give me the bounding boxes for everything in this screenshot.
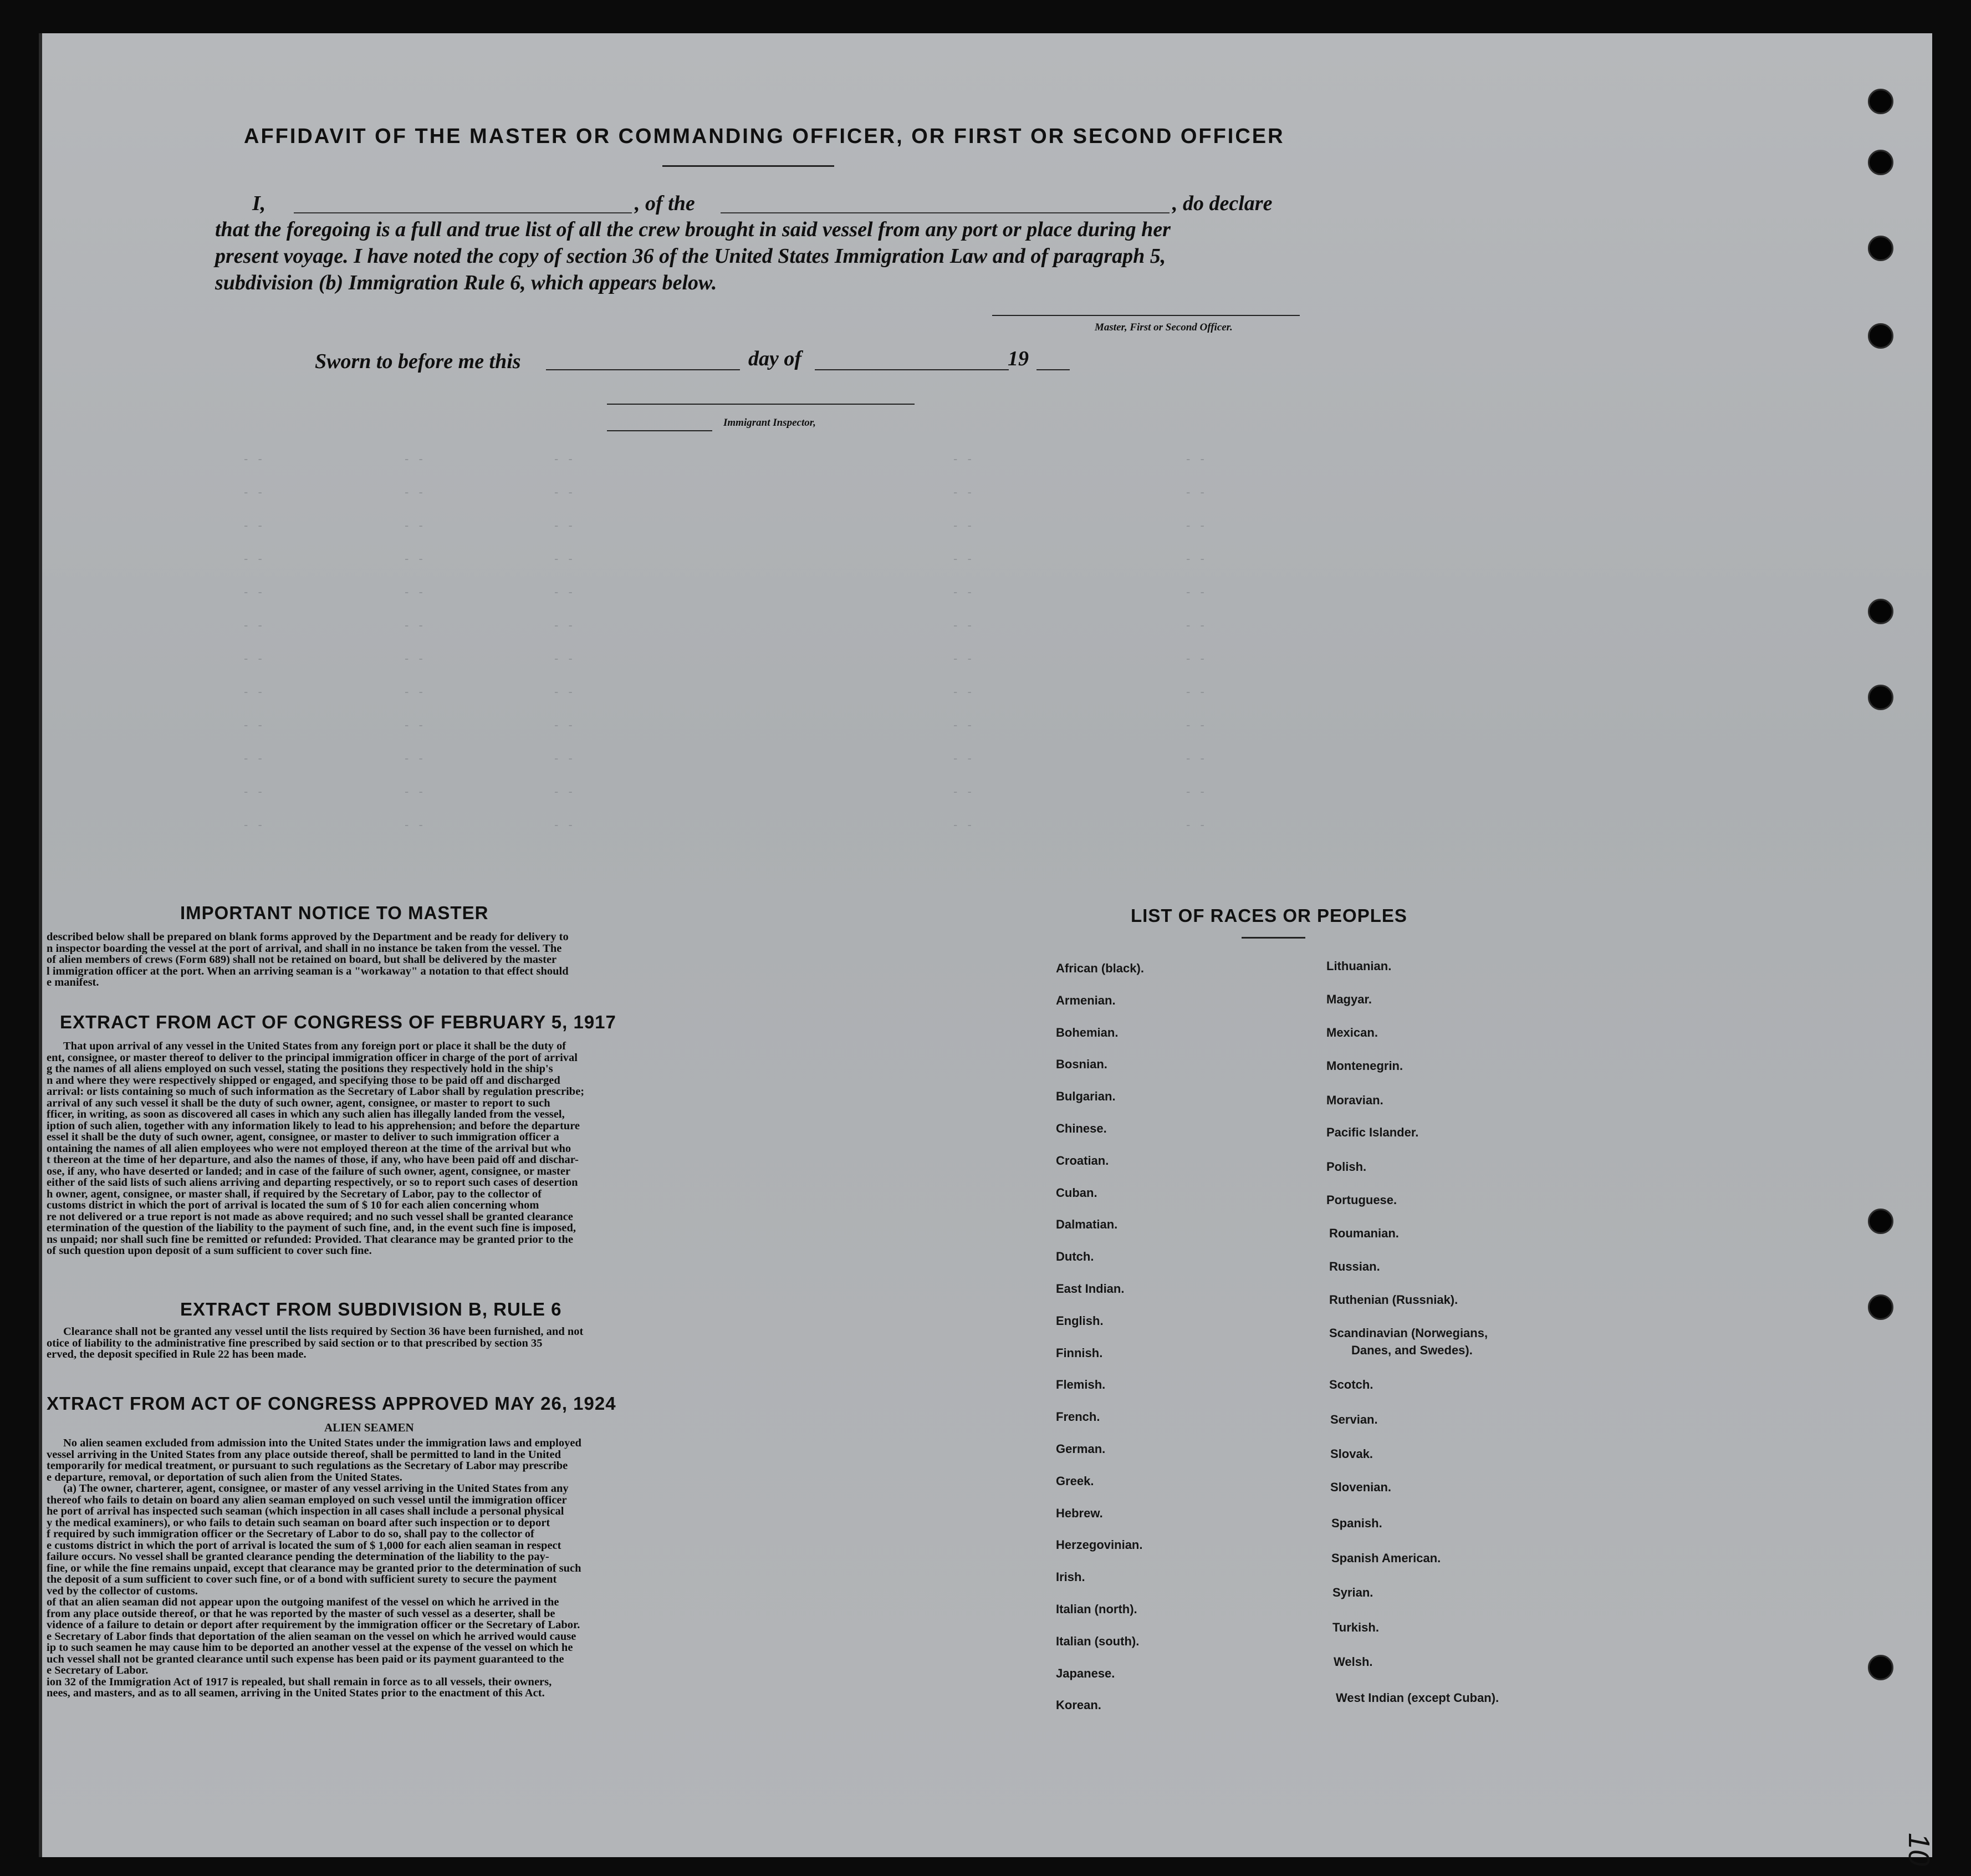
bleed-through-mark: - - xyxy=(554,552,576,565)
extract-1917-line: That upon arrival of any vessel in the United States from any foreign port or place it shall be the duty of xyxy=(63,1041,566,1052)
extract-1917-line: arrival of any such vessel it shall be the duty of such owner, agent, consignee, or master to report to such xyxy=(47,1097,550,1109)
extract-1924-line: vidence of a failure to detain or deport after requirement by the immigration officer or the Secretary of Labor. xyxy=(47,1619,580,1631)
extract-1917-line: h owner, agent, consignee, or master shall, if required by the Secretary of Labor, pay to the collector of xyxy=(47,1188,542,1200)
extract-1924-line: vessel arriving in the United States from any place outside thereof, shall be permitted to land in the United xyxy=(47,1449,561,1460)
race-item: Dutch. xyxy=(1056,1250,1094,1264)
race-item: Bulgarian. xyxy=(1056,1089,1116,1104)
bleed-through-mark: - - xyxy=(1186,818,1208,832)
race-item: Italian (south). xyxy=(1056,1634,1140,1648)
bleed-through-mark: - - xyxy=(554,485,576,499)
bleed-through-mark: - - xyxy=(953,618,975,632)
extract-1924-line: ip to such seamen he may cause him to be deported an another vessel at the expense of the vessel on which he xyxy=(47,1642,573,1654)
extract-1924-line: he port of arrival has inspected such seaman (which inspection in all cases shall include a personal physical xyxy=(47,1506,564,1517)
bleed-through-mark: - - xyxy=(1186,751,1208,765)
affidavit-i: I, xyxy=(252,192,266,215)
extract-1924-line: fine, or while the fine remains unpaid, except that clearance may be granted prior to the determination of such xyxy=(47,1562,581,1574)
bleed-through-mark: - - xyxy=(554,751,576,765)
page-number: 10 xyxy=(1902,1832,1936,1867)
inspector-signature-line xyxy=(607,404,915,405)
notice-line: described below shall be prepared on blank forms approved by the Department and be ready for delivery to xyxy=(47,931,569,943)
race-item: Greek. xyxy=(1056,1474,1094,1488)
extract-1924-line: failure occurs. No vessel shall be granted clearance pending the determination of the liability to the pay- xyxy=(47,1551,549,1563)
race-item: Japanese. xyxy=(1056,1666,1115,1680)
extract-1924-line: No alien seamen excluded from admission into the United States under the immigration laws and employed xyxy=(63,1437,581,1449)
bleed-through-mark: - - xyxy=(953,818,975,832)
binder-hole-icon xyxy=(1868,1294,1893,1320)
extract-rule6-line: erved, the deposit specified in Rule 22 has been made. xyxy=(47,1349,307,1360)
race-item: Moravian. xyxy=(1326,1093,1383,1107)
day-of-text: day of xyxy=(748,347,802,370)
bleed-through-mark: - - xyxy=(244,452,265,466)
race-item: Cuban. xyxy=(1056,1185,1097,1200)
bleed-through-mark: - - xyxy=(953,585,975,599)
extract-1917-line: ns unpaid; nor shall such fine be remitted or refunded: Provided. That clearance may be granted prior to the xyxy=(47,1233,574,1245)
race-item: Bohemian. xyxy=(1056,1025,1119,1039)
binder-hole-icon xyxy=(1868,599,1893,624)
race-item: German. xyxy=(1056,1442,1106,1456)
race-item: French. xyxy=(1056,1410,1100,1424)
bleed-through-mark: - - xyxy=(953,518,975,532)
race-item: Hebrew. xyxy=(1056,1506,1103,1520)
bleed-through-mark: - - xyxy=(244,552,265,565)
bleed-through-mark: - - xyxy=(405,718,426,732)
race-item: Syrian. xyxy=(1332,1586,1373,1599)
bleed-through-mark: - - xyxy=(405,818,426,832)
race-item: Finnish. xyxy=(1056,1345,1103,1360)
race-item: East Indian. xyxy=(1056,1282,1125,1296)
bleed-through-mark: - - xyxy=(1186,452,1208,466)
notice-line: l immigration officer at the port. When an arriving seaman is a "workaway" a notation to that effect should xyxy=(47,965,569,977)
binder-hole-icon xyxy=(1868,323,1893,349)
bleed-through-mark: - - xyxy=(1186,552,1208,565)
year-prefix: 19 xyxy=(1008,347,1029,370)
bleed-through-mark: - - xyxy=(953,751,975,765)
extract-1924-line: ved by the collector of customs. xyxy=(47,1585,198,1597)
race-item: Italian (north). xyxy=(1056,1602,1137,1616)
race-item: Korean. xyxy=(1056,1698,1101,1712)
race-item: Flemish. xyxy=(1056,1378,1106,1392)
race-item: Irish. xyxy=(1056,1570,1085,1584)
extract-rule6-title: EXTRACT FROM SUBDIVISION B, RULE 6 xyxy=(180,1299,562,1319)
race-item: Polish. xyxy=(1326,1160,1367,1174)
affidavit-name-blank xyxy=(294,212,632,213)
bleed-through-mark: - - xyxy=(953,485,975,499)
bleed-through-mark: - - xyxy=(554,452,576,466)
extract-1917-line: of such question upon deposit of a sum sufficient to cover such fine. xyxy=(47,1245,372,1257)
bleed-through-mark: - - xyxy=(244,585,265,599)
bleed-through-mark: - - xyxy=(953,452,975,466)
affidavit-title-underline xyxy=(662,165,834,167)
bleed-through-mark: - - xyxy=(554,518,576,532)
extract-1917-line: fficer, in writing, as soon as discovered all cases in which any such alien has illegally landed from the vessel, xyxy=(47,1109,565,1120)
extract-1924-line: of that an alien seaman did not appear upon the outgoing manifest of the vessel on which he arrived in the xyxy=(47,1597,559,1608)
binder-hole-icon xyxy=(1868,1209,1893,1234)
extract-1924-line: e departure, removal, or deportation of such alien from the United States. xyxy=(47,1471,402,1483)
affidavit-of-the: , of the xyxy=(635,192,695,215)
extract-1917-line: iption of such alien, together with any information likely to lead to his apprehension; and before the departure xyxy=(47,1120,580,1131)
bleed-through-mark: - - xyxy=(554,784,576,798)
bleed-through-mark: - - xyxy=(405,552,426,565)
bleed-through-mark: - - xyxy=(405,784,426,798)
affidavit-title: AFFIDAVIT OF THE MASTER OR COMMANDING OFFICER, OR FIRST OR SECOND OFFICER xyxy=(244,125,1285,148)
affidavit-line-4: subdivision (b) Immigration Rule 6, which appears below. xyxy=(215,271,717,294)
race-item: Portuguese. xyxy=(1326,1193,1397,1207)
notice-title: IMPORTANT NOTICE TO MASTER xyxy=(180,903,489,923)
notice-line: of alien members of crews (Form 689) shall not be retained on board, but shall be delivered by the master xyxy=(47,954,557,966)
race-item: Montenegrin. xyxy=(1326,1059,1403,1073)
extract-1917-line: re not delivered or a true report is not made as above required; and no such vessel shall be granted clearance xyxy=(47,1211,573,1222)
bleed-through-mark: - - xyxy=(953,718,975,732)
extract-rule6-body xyxy=(47,1326,789,1360)
bleed-through-mark: - - xyxy=(405,585,426,599)
races-title: LIST OF RACES OR PEOPLES xyxy=(1131,905,1407,926)
bleed-through-mark: - - xyxy=(405,485,426,499)
bleed-through-mark: - - xyxy=(244,784,265,798)
bleed-through-mark: - - xyxy=(244,485,265,499)
month-blank xyxy=(815,369,1009,370)
signature-line xyxy=(992,315,1300,316)
race-item: Pacific Islander. xyxy=(1326,1125,1419,1139)
notice-line: n inspector boarding the vessel at the port of arrival, and shall in no instance be taken from the vessel. The xyxy=(47,942,562,954)
bleed-through-mark: - - xyxy=(405,452,426,466)
extract-1917-line: n and where they were respectively shipped or engaged, and specifying those to be paid off and discharged xyxy=(47,1074,560,1086)
extract-1924-line: nees, and masters, and as to all seamen, arriving in the United States prior to the enactment of this Act. xyxy=(47,1688,545,1699)
race-item: Magyar. xyxy=(1326,992,1372,1006)
bleed-through-mark: - - xyxy=(1186,585,1208,599)
extract-1917-line: ontaining the names of all alien employees who were not employed thereon at the time of the arrival but who xyxy=(47,1143,571,1154)
bleed-through-mark: - - xyxy=(1186,685,1208,699)
bleed-through-mark: - - xyxy=(554,718,576,732)
bleed-through-mark: - - xyxy=(953,651,975,665)
bleed-through-mark: - - xyxy=(1186,651,1208,665)
inspector-caption: Immigrant Inspector, xyxy=(723,417,816,429)
extract-1924-subtitle: ALIEN SEAMEN xyxy=(324,1421,414,1434)
race-item: Ruthenian (Russniak). xyxy=(1329,1293,1458,1307)
bleed-through-mark: - - xyxy=(405,751,426,765)
bleed-through-mark: - - xyxy=(405,685,426,699)
extract-1917-title: EXTRACT FROM ACT OF CONGRESS OF FEBRUARY 5, 1917 xyxy=(60,1012,616,1032)
bleed-through-mark: - - xyxy=(1186,784,1208,798)
extract-1917-line: ent, consignee, or master thereof to deliver to the principal immigration officer in charge of the port of arrival xyxy=(47,1052,578,1063)
notice-body xyxy=(47,931,789,988)
extract-1924-line: the deposit of a sum sufficient to cover such fine, or of a bond with sufficient surety to secure the payment xyxy=(47,1574,557,1586)
race-item: Roumanian. xyxy=(1329,1226,1399,1240)
race-item: Slovenian. xyxy=(1330,1480,1392,1494)
bleed-through-mark: - - xyxy=(244,651,265,665)
race-item: Spanish. xyxy=(1331,1516,1382,1530)
affidavit-line-1 xyxy=(252,191,1289,216)
affidavit-line-3: present voyage. I have noted the copy of section 36 of the United States Immigration Law and of paragraph 5, xyxy=(215,244,1166,268)
race-item: Mexican. xyxy=(1326,1026,1378,1039)
bleed-through-mark: - - xyxy=(244,618,265,632)
races-title-underline xyxy=(1242,937,1305,939)
binder-hole-icon xyxy=(1868,150,1893,175)
race-item: Servian. xyxy=(1330,1413,1378,1426)
extract-1924-line: (a) The owner, charterer, agent, consignee, or master of any vessel arriving in the United States from any xyxy=(63,1483,569,1495)
race-item: Bosnian. xyxy=(1056,1057,1107,1072)
bleed-through-mark: - - xyxy=(1186,518,1208,532)
affidavit-line-2: that the foregoing is a full and true list of all the crew brought in said vessel from any port or place during her xyxy=(215,218,1171,241)
bleed-through-mark: - - xyxy=(953,685,975,699)
bleed-through-mark: - - xyxy=(244,518,265,532)
extract-1924-line: from any place outside thereof, or that he was reported by the master of such vessel as a deserter, shall be xyxy=(47,1608,555,1619)
bleed-through-mark: - - xyxy=(1186,485,1208,499)
race-item: Lithuanian. xyxy=(1326,959,1392,973)
bleed-through-mark: - - xyxy=(405,618,426,632)
affidavit-do-declare: , do declare xyxy=(1172,192,1273,215)
inspector-prefix-blank xyxy=(607,430,712,431)
bleed-through-mark: - - xyxy=(554,651,576,665)
race-item: Danes, and Swedes). xyxy=(1351,1343,1473,1357)
race-item: Armenian. xyxy=(1056,993,1116,1007)
bleed-through-mark: - - xyxy=(1186,618,1208,632)
extract-1924-line: ion 32 of the Immigration Act of 1917 is repealed, but shall remain in force as to all vessels, their owners, xyxy=(47,1676,552,1688)
binder-hole-icon xyxy=(1868,1655,1893,1680)
bleed-through-mark: - - xyxy=(554,585,576,599)
bleed-through-mark: - - xyxy=(554,685,576,699)
race-item: Turkish. xyxy=(1332,1620,1379,1634)
extract-1917-line: t thereon at the time of her departure, and also the names of those, if any, who have been paid off and dischar- xyxy=(47,1154,579,1166)
bleed-through-mark: - - xyxy=(554,618,576,632)
race-item: Russian. xyxy=(1329,1260,1380,1273)
binder-hole-icon xyxy=(1868,89,1893,114)
extract-1924-line: e Secretary of Labor finds that deportation of the alien seaman on the vessel on which he arrived would cause xyxy=(47,1630,576,1642)
extract-1924-body xyxy=(47,1437,795,1699)
extract-1917-line: etermination of the question of the liability to the payment of such fine, and, in the event such fine is imposed, xyxy=(47,1222,576,1234)
race-item: Scandinavian (Norwegians, xyxy=(1329,1326,1488,1340)
bleed-through-mark: - - xyxy=(405,651,426,665)
extract-1917-line: ose, if any, who have deserted or landed; and in case of the failure of such owner, agent, consignee, or master xyxy=(47,1165,571,1177)
race-item: Dalmatian. xyxy=(1056,1217,1118,1232)
extract-rule6-line: otice of liability to the administrative fine prescribed by said section or to that prescribed by section 35 xyxy=(47,1337,543,1349)
notice-line: e manifest. xyxy=(47,977,99,988)
bleed-through-mark: - - xyxy=(244,718,265,732)
race-item: Slovak. xyxy=(1330,1447,1373,1461)
race-item: Spanish American. xyxy=(1331,1551,1441,1565)
bleed-through-mark: - - xyxy=(244,751,265,765)
sworn-day-blank xyxy=(546,369,740,370)
bleed-through-mark: - - xyxy=(244,818,265,832)
race-item: English. xyxy=(1056,1313,1104,1328)
race-item: West Indian (except Cuban). xyxy=(1336,1691,1499,1705)
sworn-text: Sworn to before me this xyxy=(315,350,521,373)
extract-1924-line: uch vessel shall not be granted clearance until such expense has been paid or its payment guaranteed to the xyxy=(47,1653,564,1665)
bleed-through-mark: - - xyxy=(953,784,975,798)
race-item: Croatian. xyxy=(1056,1153,1109,1168)
extract-1924-line: e customs district in which the port of arrival is located the sum of $ 1,000 for each alien seaman in respect xyxy=(47,1539,561,1551)
bleed-through-mark: - - xyxy=(554,818,576,832)
extract-1924-line: y the medical examiners), or who fails to detain such seaman on board after such inspection or to deport xyxy=(47,1517,550,1528)
extract-1924-line: e Secretary of Labor. xyxy=(47,1665,149,1676)
race-item: Herzegovinian. xyxy=(1056,1538,1143,1552)
extract-1917-body xyxy=(47,1041,789,1257)
bleed-through-mark: - - xyxy=(244,685,265,699)
extract-1917-line: g the names of all aliens employed on such vessel, stating the positions they respectively hold in the ship's xyxy=(47,1063,553,1075)
extract-1917-line: customs district in which the port of arrival is located the sum of $ 10 for each alien concerning whom xyxy=(47,1200,539,1211)
bleed-through-mark: - - xyxy=(1186,718,1208,732)
affidavit-vessel-blank xyxy=(721,212,1170,213)
binder-hole-icon xyxy=(1868,685,1893,710)
bleed-through-mark: - - xyxy=(953,552,975,565)
binder-hole-icon xyxy=(1868,236,1893,261)
signature-caption: Master, First or Second Officer. xyxy=(1095,322,1233,333)
race-item: Welsh. xyxy=(1334,1655,1373,1669)
extract-1924-line: thereof who fails to detain on board any alien seaman employed on such vessel until the immigration officer xyxy=(47,1494,567,1506)
extract-1917-line: either of the said lists of such aliens arriving and departing respectively, or so to report such cases of desertion xyxy=(47,1177,578,1189)
year-blank xyxy=(1036,369,1070,370)
extract-1917-line: essel it shall be the duty of such owner, agent, consignee, or master to deliver to such immigration officer a xyxy=(47,1131,559,1143)
race-item: African (black). xyxy=(1056,961,1144,975)
extract-1917-line: arrival: or lists containing so much of such information as the Secretary of Labor shall by regulation prescribe; xyxy=(47,1086,585,1098)
bleed-through-mark: - - xyxy=(405,518,426,532)
extract-1924-title: XTRACT FROM ACT OF CONGRESS APPROVED MAY 26, 1924 xyxy=(47,1393,616,1414)
extract-1924-line: f required by such immigration officer or the Secretary of Labor to do so, shall pay to the collector of xyxy=(47,1528,534,1540)
extract-rule6-line: Clearance shall not be granted any vessel until the lists required by Section 36 have been furnished, and not xyxy=(63,1326,584,1338)
extract-1924-line: temporarily for medical treatment, or pursuant to such regulations as the Secretary of Labor may prescribe xyxy=(47,1460,568,1472)
race-item: Scotch. xyxy=(1329,1378,1373,1391)
race-item: Chinese. xyxy=(1056,1121,1107,1135)
